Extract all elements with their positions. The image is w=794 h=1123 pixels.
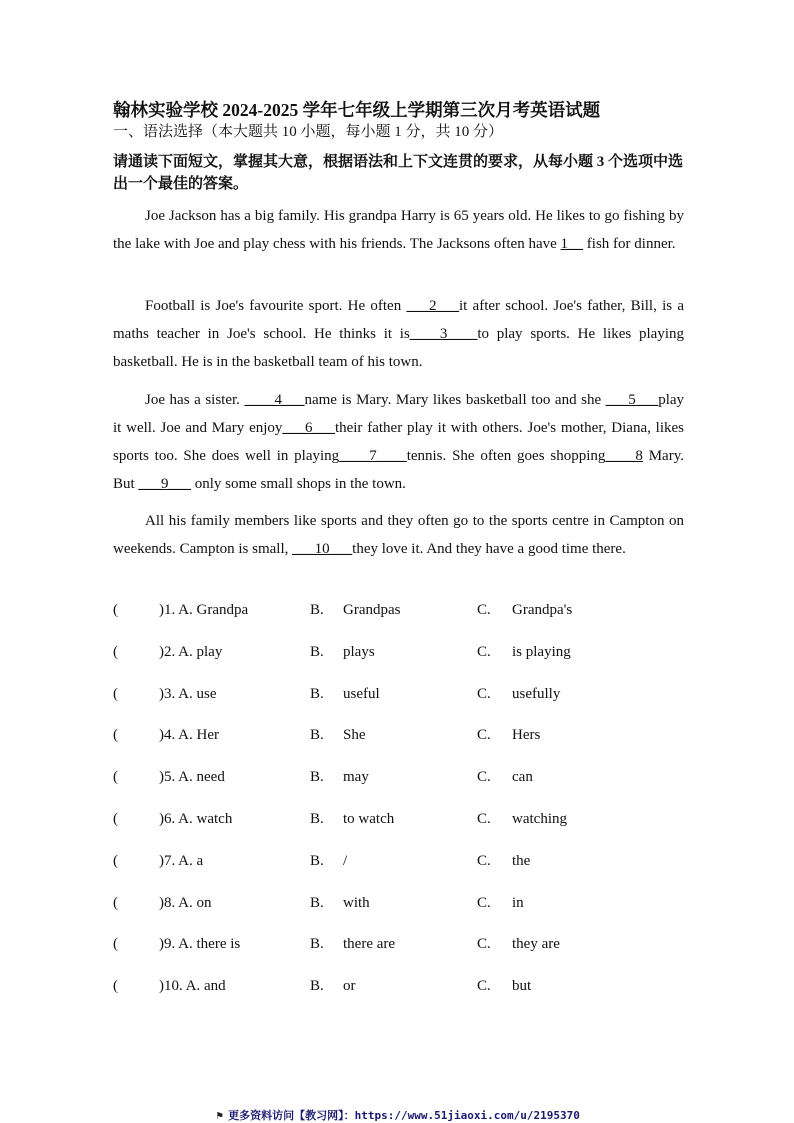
answer-bracket: ( — [113, 727, 118, 744]
answer-blank: ____8 — [605, 448, 643, 464]
option-b-label: B. — [310, 769, 324, 786]
answer-blank: ____3____ — [409, 326, 478, 342]
question-option-b: to watch — [343, 810, 395, 827]
instruction-text: 请通读下面短文，掌握其大意，根据语法和上下文连贯的要求，从每小题 3 个选项中选出一个最佳的答案。 — [113, 154, 684, 192]
answer-blank: ____7____ — [339, 448, 407, 464]
passage-paragraph-1 — [113, 202, 684, 258]
passage-block — [113, 292, 684, 376]
option-c-label: C. — [477, 602, 491, 618]
passage-text: tennis. She often goes shopping — [406, 448, 606, 464]
question-row-3 — [113, 686, 693, 728]
question-row-9 — [113, 936, 693, 978]
option-c-label: C. — [477, 810, 491, 827]
option-c-label: C. — [477, 727, 491, 744]
question-option-a: )3. A. use — [159, 685, 217, 702]
question-option-c: Hers — [512, 727, 541, 744]
answer-bracket: ( — [113, 936, 118, 953]
answer-blank: ___9___ — [138, 476, 191, 492]
option-b-label: B. — [310, 643, 324, 660]
passage-text: All his family members like sports and they often go to the sports centre in Campton on weekends. Campton is small, — [113, 513, 684, 557]
question-option-a: )2. A. play — [159, 643, 223, 660]
passage-block — [113, 386, 684, 498]
option-b-label: B. — [310, 852, 324, 869]
question-option-c: usefully — [512, 685, 561, 702]
question-option-c: Grandpa's — [512, 602, 573, 618]
question-option-b: or — [343, 978, 356, 995]
passage-text: they love it. And they have a good time there. — [352, 541, 626, 557]
passage-text: play it well. Joe and Mary enjoy — [113, 392, 685, 436]
answer-bracket: ( — [113, 810, 118, 827]
footer-text: 更多资料访问【教习网】：https://www.51jiaoxi.com/u/2195370 — [228, 1109, 580, 1122]
question-option-a: )6. A. watch — [159, 810, 233, 827]
question-option-b: / — [343, 852, 348, 869]
option-b-label: B. — [310, 727, 324, 744]
question-option-a: )5. A. need — [159, 769, 225, 786]
passage-paragraph-3 — [113, 386, 684, 498]
option-b-label: B. — [310, 978, 324, 995]
answer-bracket: ( — [113, 978, 118, 995]
question-option-b: there are — [343, 936, 396, 953]
page-title: 翰林实验学校 2024-2025 学年七年级上学期第三次月考英语试题 — [113, 100, 601, 120]
option-c-label: C. — [477, 769, 491, 786]
question-option-b: may — [343, 769, 369, 786]
option-c-label: C. — [477, 936, 491, 953]
answer-bracket: ( — [113, 643, 118, 660]
option-b-label: B. — [310, 685, 324, 702]
question-option-c: can — [512, 769, 533, 786]
flag-icon: ⚑ — [216, 1109, 223, 1122]
passage-paragraph-2 — [113, 292, 684, 376]
option-c-label: C. — [477, 643, 491, 660]
question-option-b: Grandpas — [343, 602, 401, 618]
question-row-10 — [113, 978, 693, 1020]
option-c-label: C. — [477, 685, 491, 702]
question-option-a: )1. A. Grandpa — [159, 602, 249, 618]
question-option-a: )4. A. Her — [159, 727, 219, 744]
question-option-a: )10. A. and — [159, 978, 226, 995]
passage-text: it after school. Joe's father, Bill, is a maths teacher in Joe's school. He thinks it is — [113, 298, 684, 342]
question-option-c: but — [512, 978, 532, 995]
section-heading: 一、语法选择（本大题共 10 小题，每小题 1 分，共 10 分） — [113, 124, 504, 140]
option-b-label: B. — [310, 810, 324, 827]
answer-bracket: ( — [113, 685, 118, 702]
option-b-label: B. — [310, 894, 324, 911]
question-row-7 — [113, 853, 693, 895]
question-row-2 — [113, 644, 693, 686]
option-c-label: C. — [477, 894, 491, 911]
question-option-a: )7. A. a — [159, 852, 204, 869]
options-list — [113, 602, 693, 1020]
answer-blank: ___5___ — [605, 392, 659, 408]
question-option-b: useful — [343, 685, 380, 702]
answer-blank: ___2___ — [406, 298, 459, 314]
question-row-4 — [113, 727, 693, 769]
answer-blank: ___10___ — [292, 541, 353, 557]
passage-text: their father play it with others. Joe's mother, Diana, likes sports too. She does well in playing — [113, 420, 684, 464]
option-c-label: C. — [477, 852, 491, 869]
question-option-c: the — [512, 852, 531, 869]
passage-text: Joe Jackson has a big family. His grandpa Harry is 65 years old. He likes to go fishing by the lake with Joe and play chess with his friends. The Jacksons often have — [113, 208, 684, 252]
passage-text: only some small shops in the town. — [190, 476, 406, 492]
question-option-b: plays — [343, 643, 375, 660]
answer-bracket: ( — [113, 894, 118, 911]
answer-bracket: ( — [113, 852, 118, 869]
question-row-5 — [113, 769, 693, 811]
question-option-a: )9. A. there is — [159, 936, 241, 953]
question-option-c: in — [512, 894, 524, 911]
answer-bracket: ( — [113, 602, 118, 618]
passage-text: fish for dinner. — [583, 236, 676, 252]
question-row-6 — [113, 811, 693, 853]
question-option-b: She — [343, 727, 366, 744]
answer-blank: ____4___ — [244, 392, 305, 408]
answer-blank: 1__ — [560, 236, 584, 252]
footer — [0, 1107, 794, 1123]
passage-text: Joe has a sister. — [145, 392, 245, 408]
option-b-label: B. — [310, 936, 324, 953]
passage-block — [113, 202, 684, 258]
passage-text: to play sports. He likes playing basketball. He is in the basketball team of his town. — [113, 326, 684, 370]
question-option-c: is playing — [512, 643, 571, 660]
question-option-a: )8. A. on — [159, 894, 212, 911]
passage-block — [113, 507, 684, 563]
passage-text: name is Mary. Mary likes basketball too and she — [304, 392, 606, 408]
option-b-label: B. — [310, 602, 324, 618]
option-c-label: C. — [477, 978, 491, 995]
answer-blank: ___6___ — [282, 420, 335, 436]
answer-bracket: ( — [113, 769, 118, 786]
question-row-1 — [113, 602, 693, 644]
question-option-c: they are — [512, 936, 560, 953]
question-option-b: with — [343, 894, 370, 911]
passage-text: Football is Joe's favourite sport. He often — [145, 298, 407, 314]
passage-paragraph-4 — [113, 507, 684, 563]
passage-text: Mary. But — [113, 448, 684, 492]
question-option-c: watching — [512, 810, 567, 827]
question-row-8 — [113, 895, 693, 937]
